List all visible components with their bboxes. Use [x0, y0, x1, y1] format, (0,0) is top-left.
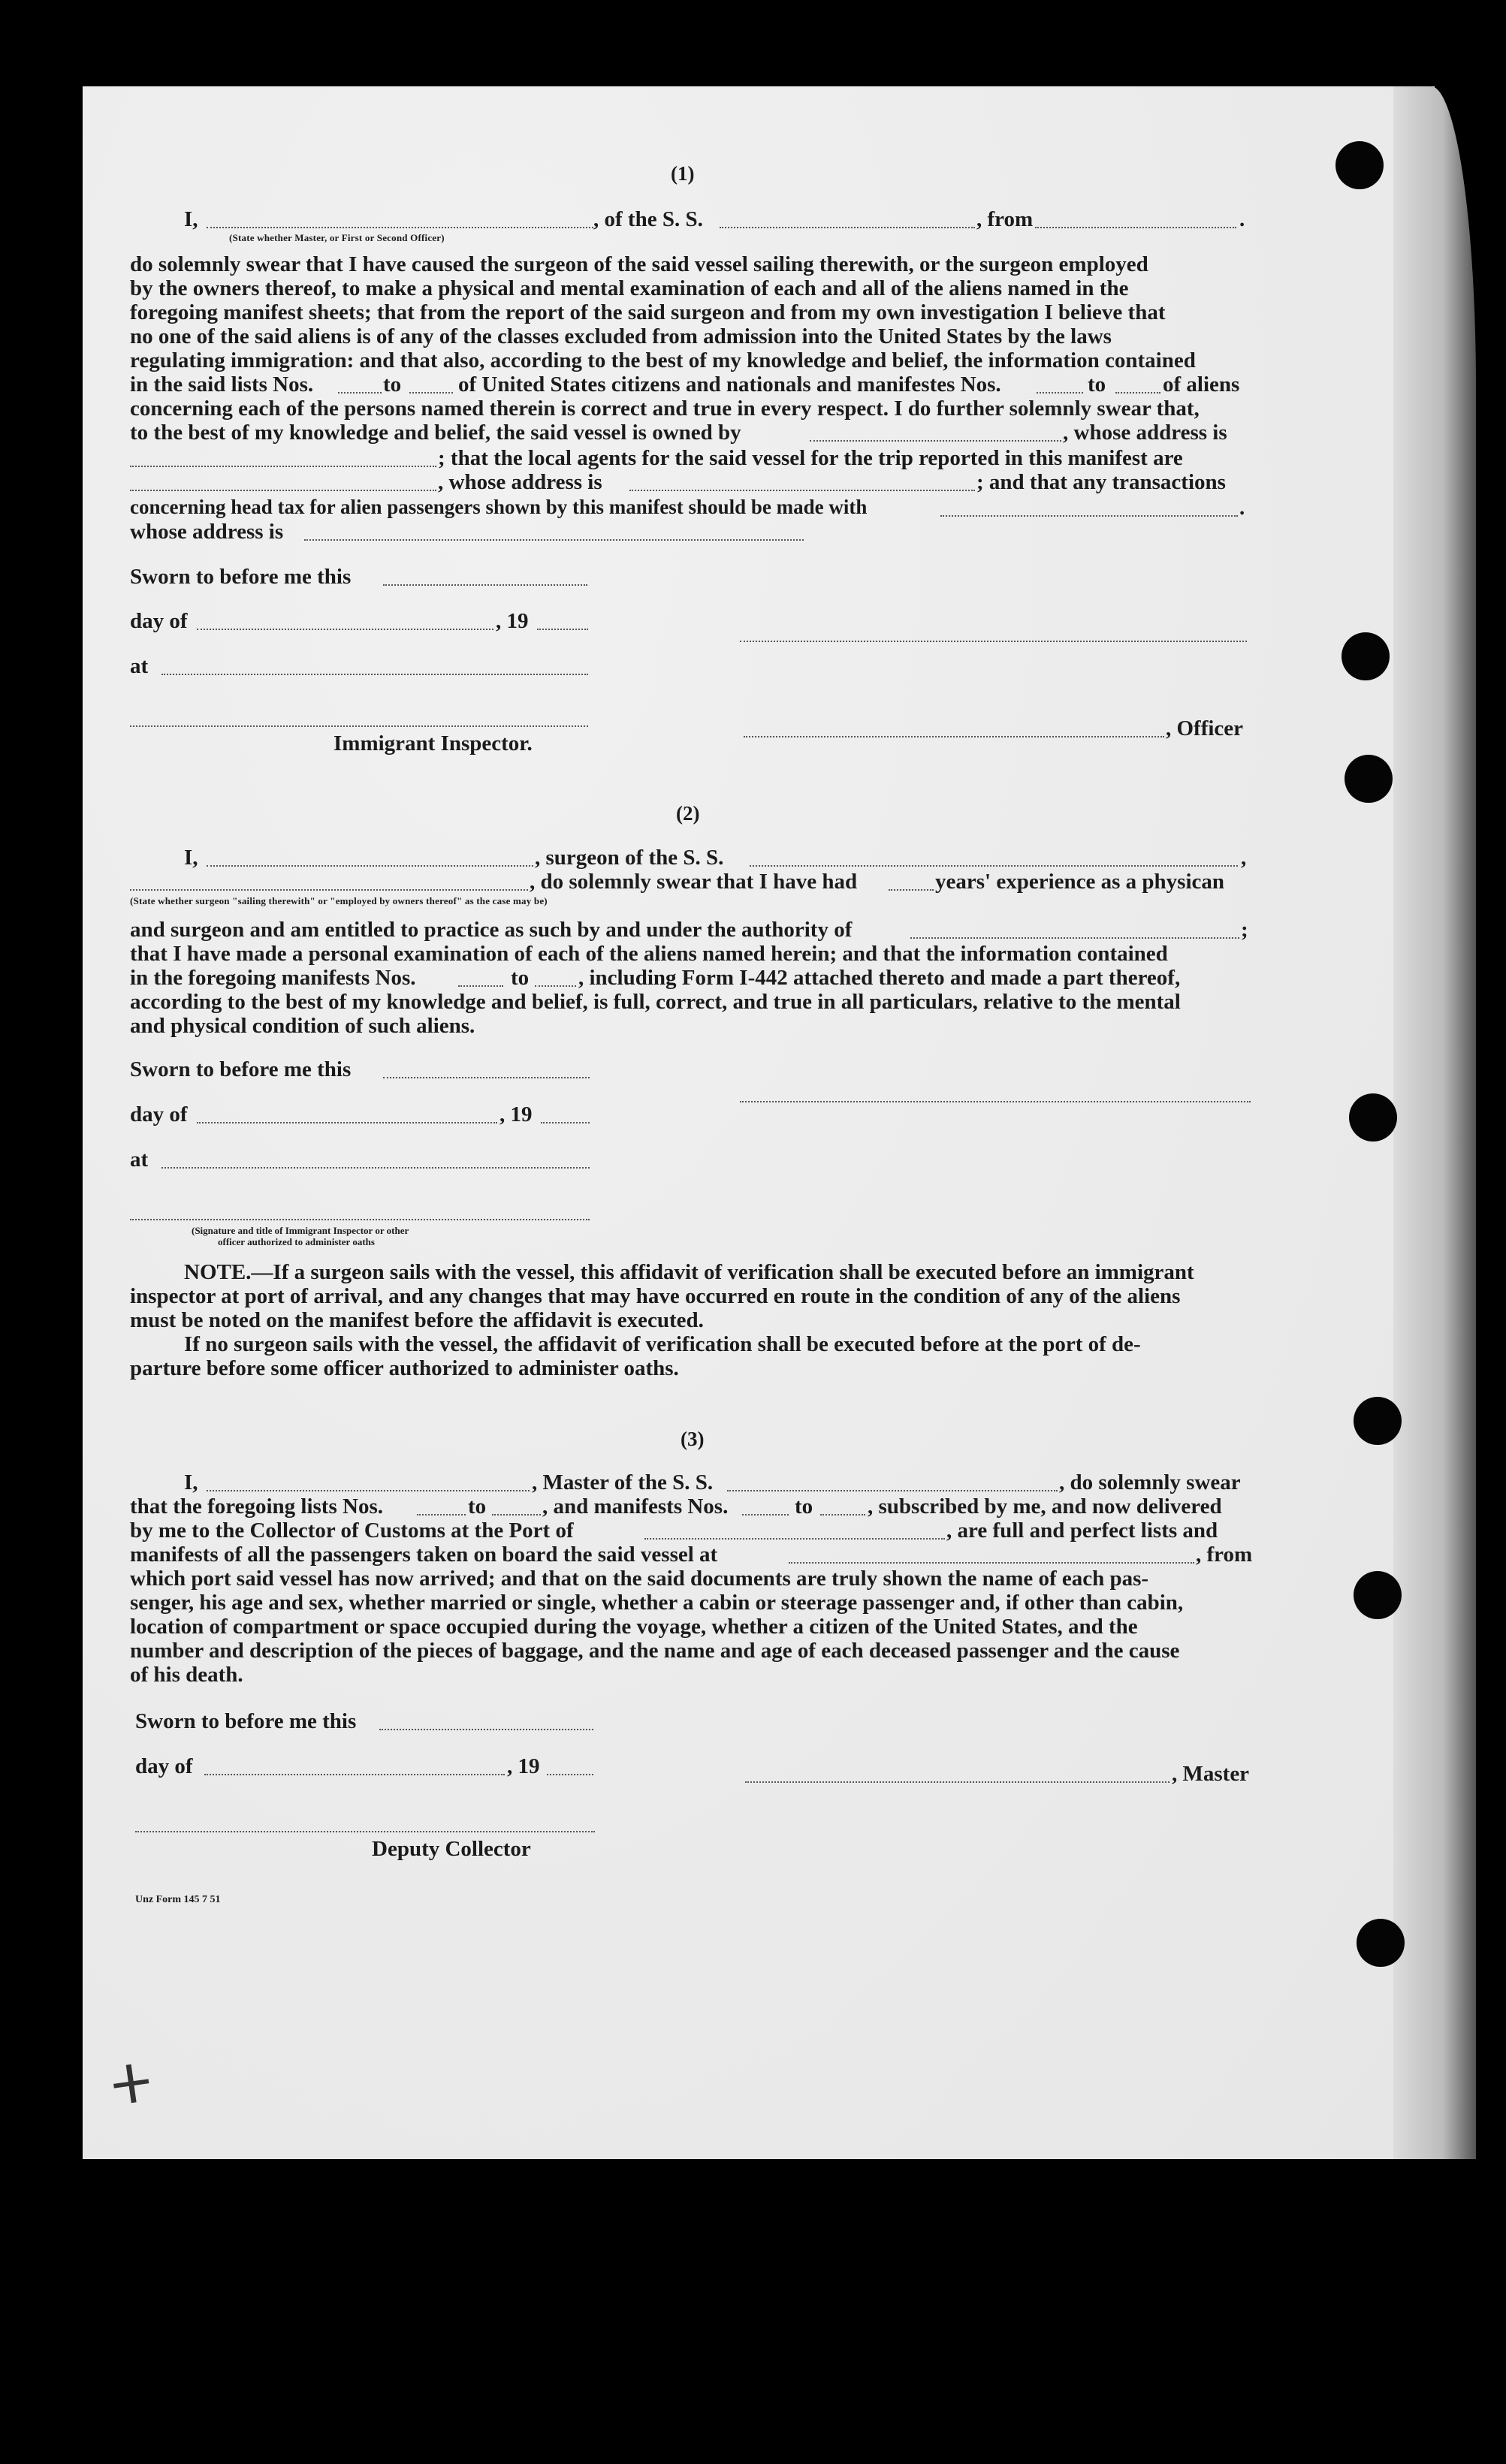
s2-p3b: to [511, 966, 530, 990]
s3-lists-to-field[interactable] [492, 1514, 541, 1515]
s2-p2: that I have made a personal examination of each of the aliens named herein; and that the information contained [130, 942, 1168, 966]
s2-p5: and physical condition of such aliens. [130, 1014, 475, 1038]
s3-month-field[interactable] [204, 1774, 505, 1775]
s1-p6a: in the said lists Nos. [130, 372, 314, 397]
s2-p1-end: ; [1241, 918, 1248, 942]
s1-p4: no one of the said aliens is of any of the classes excluded from admission into the United States by the laws [130, 324, 1112, 348]
s2-l1-end: , [1241, 846, 1247, 870]
s2-l2a: , do solemnly swear that I have had [530, 870, 858, 894]
citizen-lists-from-field[interactable] [338, 392, 382, 394]
binder-hole [1357, 1919, 1405, 1967]
s3-deputy: Deputy Collector [372, 1837, 531, 1861]
s1-p5: regulating immigration: and that also, according to the best of my knowledge and belief, the information contained [130, 348, 1196, 372]
binder-hole [1345, 755, 1393, 803]
s1-p6e: of aliens [1163, 372, 1240, 397]
s1-p7: concerning each of the persons named therein is correct and true in every respect. I do further solemnly swear that, [130, 397, 1200, 421]
s2-month-field[interactable] [197, 1122, 497, 1123]
binder-hole [1335, 141, 1384, 189]
s1-p10b: ; and that any transactions [976, 470, 1226, 494]
practice-authority-field[interactable] [910, 937, 1239, 939]
s1-p9: ; that the local agents for the said vessel for the trip reported in this manifest are [438, 446, 1183, 470]
s1-officer-signature-line[interactable] [740, 641, 1247, 642]
s1-l1-from: , from [976, 207, 1034, 231]
s3-p2b: , are full and perfect lists and [946, 1519, 1218, 1543]
boarding-port-field[interactable] [789, 1562, 1194, 1564]
s3-l1-i: I, [184, 1470, 198, 1494]
s1-p3: foregoing manifest sheets; that from the report of the said surgeon and from my own investigation I believe that [130, 300, 1166, 324]
s3-collector-signature-line[interactable] [135, 1831, 595, 1832]
s3-sworn-date-field[interactable] [379, 1729, 593, 1730]
master-name-field[interactable] [207, 227, 593, 228]
s3-master-signature-line[interactable] [745, 1781, 1169, 1783]
s2-sworn: Sworn to before me this [130, 1057, 352, 1081]
s3-p7: number and description of the pieces of baggage, and the name and age of each deceased passenger and the cause [130, 1639, 1180, 1663]
section3-heading: (3) [681, 1428, 705, 1450]
s1-p8a: to the best of my knowledge and belief, the said vessel is owned by [130, 421, 741, 445]
s2-sworn-date-field[interactable] [383, 1077, 590, 1078]
s3-l1-end: , do solemnly swear [1059, 1470, 1241, 1494]
s2-note5: parture before some officer authorized to administer oaths. [130, 1356, 679, 1380]
s1-year-field[interactable] [537, 629, 588, 630]
s3-p1d: to [795, 1494, 813, 1519]
s3-master: , Master [1172, 1762, 1250, 1786]
s2-manifests-to-field[interactable] [535, 985, 576, 987]
from-port-field[interactable] [1035, 227, 1236, 228]
s2-note3: must be noted on the manifest before the affidavit is executed. [130, 1308, 704, 1332]
s1-dayof: day of [130, 609, 188, 633]
section2-heading: (2) [676, 802, 700, 825]
s1-l1-i: I, [184, 207, 198, 231]
s2-at-field[interactable] [161, 1167, 590, 1169]
s2-year: , 19 [499, 1102, 533, 1126]
s3-dayof: day of [135, 1754, 193, 1778]
s1-p1: do solemnly swear that I have caused the surgeon of the said vessel sailing therewith, or the surgeon employed [130, 252, 1148, 276]
local-agents-field[interactable] [130, 490, 436, 491]
vessel-name-field[interactable] [720, 227, 975, 228]
binder-hole [1349, 1093, 1397, 1142]
s1-sworn: Sworn to before me this [130, 565, 352, 589]
s2-vessel-name-field[interactable] [750, 865, 1238, 867]
s3-l1-master: , Master of the S. S. [532, 1470, 714, 1494]
surgeon-name-field[interactable] [207, 865, 533, 867]
s3-p2a: by me to the Collector of Customs at the Port of [130, 1519, 574, 1543]
s3-p1a: that the foregoing lists Nos. [130, 1494, 383, 1519]
s3-lists-from-field[interactable] [417, 1514, 466, 1515]
alien-manifests-to-field[interactable] [1115, 392, 1160, 394]
s3-master-name-field[interactable] [207, 1490, 530, 1491]
binder-hole [1354, 1571, 1402, 1619]
s1-p10a: , whose address is [438, 470, 602, 494]
s1-p6c: of United States citizens and nationals and manifestes Nos. [458, 372, 1001, 397]
s1-inspector-signature-line[interactable] [130, 725, 588, 727]
handwritten-mark: ⵜ [107, 2051, 156, 2119]
s2-note: (State whether surgeon "sailing therewith" or "employed by owners thereof" as the case may be) [130, 895, 548, 906]
s3-p3a: manifests of all the passengers taken on board the said vessel at [130, 1543, 718, 1567]
s2-l1-i: I, [184, 846, 198, 870]
s3-p6: location of compartment or space occupied during the voyage, whether a citizen of the United States, and the [130, 1615, 1138, 1639]
s2-manifests-from-field[interactable] [458, 985, 503, 987]
s1-officer-name-line[interactable] [744, 736, 1164, 737]
s2-note4: If no surgeon sails with the vessel, the affidavit of verification shall be executed before at the port of de- [184, 1332, 1141, 1356]
page-curl-edge [1393, 86, 1476, 2159]
section1-heading: (1) [671, 162, 695, 185]
s3-p3b: , from [1196, 1543, 1253, 1567]
head-tax-address-field[interactable] [304, 539, 804, 541]
owner-address-field[interactable] [130, 466, 436, 467]
s3-p1c: , and manifests Nos. [542, 1494, 729, 1519]
s1-p2: by the owners thereof, to make a physical and mental examination of each and all of the aliens named in the [130, 276, 1129, 300]
s3-p8: of his death. [130, 1663, 243, 1687]
surgeon-type-field[interactable] [130, 889, 528, 891]
collector-port-field[interactable] [644, 1538, 945, 1540]
s3-p4: which port said vessel has now arrived; and that on the said documents are truly shown the name of each pas- [130, 1567, 1149, 1591]
s1-sworn-date-field[interactable] [383, 584, 587, 586]
s3-year-field[interactable] [547, 1774, 593, 1775]
s2-l2b: years' experience as a physican [935, 870, 1225, 894]
s2-l1-surgeon: , surgeon of the S. S. [535, 846, 724, 870]
binder-hole [1354, 1397, 1402, 1445]
s2-at: at [130, 1148, 149, 1172]
citizen-lists-to-field[interactable] [409, 392, 453, 394]
s2-p4: according to the best of my knowledge and belief, is full, correct, and true in all particulars, relative to the mental [130, 990, 1181, 1014]
s2-note2: inspector at port of arrival, and any changes that may have occurred en route in the condition of any of the aliens [130, 1284, 1181, 1308]
s1-month-field[interactable] [197, 629, 493, 630]
s1-p6d: to [1088, 372, 1106, 397]
agents-address-field[interactable] [629, 490, 975, 491]
head-tax-contact-field[interactable] [940, 515, 1238, 517]
s1-officer: , Officer [1166, 716, 1244, 740]
s3-vessel-name-field[interactable] [727, 1490, 1058, 1491]
s2-p3c: , including Form I-442 attached thereto and made a part thereof, [578, 966, 1181, 990]
s1-p11-end: . [1239, 496, 1245, 520]
s3-year: , 19 [507, 1754, 540, 1778]
s1-at: at [130, 654, 149, 678]
s2-note1: NOTE.—If a surgeon sails with the vessel, this affidavit of verification shall be executed before an immigrant [184, 1260, 1194, 1284]
s3-p1e: , subscribed by me, and now delivered [868, 1494, 1222, 1519]
s3-p5: senger, his age and sex, whether married or single, whether a cabin or steerage passenger and, if other than cabin, [130, 1591, 1184, 1615]
s1-l1-ss: , of the S. S. [593, 207, 703, 231]
s1-inspector: Immigrant Inspector. [333, 731, 533, 755]
s3-p1b: to [468, 1494, 487, 1519]
s1-p11: concerning head tax for alien passengers shown by this manifest should be made with [130, 496, 868, 518]
s2-sig-note2: officer authorized to administer oaths [218, 1236, 375, 1247]
s2-dayof: day of [130, 1102, 188, 1126]
alien-manifests-from-field[interactable] [1037, 392, 1083, 394]
s2-sig-note1: (Signature and title of Immigrant Inspector or other [192, 1225, 409, 1236]
s2-inspector-signature-line[interactable] [130, 1219, 590, 1220]
s1-p8b: , whose address is [1063, 421, 1227, 445]
s2-surgeon-signature-line[interactable] [740, 1101, 1251, 1102]
s3-sworn: Sworn to before me this [135, 1709, 357, 1733]
s2-p1: and surgeon and am entitled to practice as such by and under the authority of [130, 918, 853, 942]
s1-p12: whose address is [130, 520, 284, 544]
s2-year-field[interactable] [541, 1122, 590, 1123]
s1-year: , 19 [496, 609, 529, 633]
s1-p6b: to [383, 372, 402, 397]
years-experience-field[interactable] [889, 889, 934, 891]
form-number: Unz Form 145 7 51 [135, 1894, 221, 1905]
s1-note: (State whether Master, or First or Second Officer) [229, 232, 445, 243]
s1-at-field[interactable] [161, 674, 588, 675]
vessel-owner-field[interactable] [810, 440, 1061, 442]
s2-p3a: in the foregoing manifests Nos. [130, 966, 416, 990]
s3-manifests-from-field[interactable] [742, 1514, 789, 1515]
s3-manifests-to-field[interactable] [820, 1514, 865, 1515]
binder-hole [1342, 632, 1390, 680]
s1-l1-end: . [1239, 207, 1245, 231]
